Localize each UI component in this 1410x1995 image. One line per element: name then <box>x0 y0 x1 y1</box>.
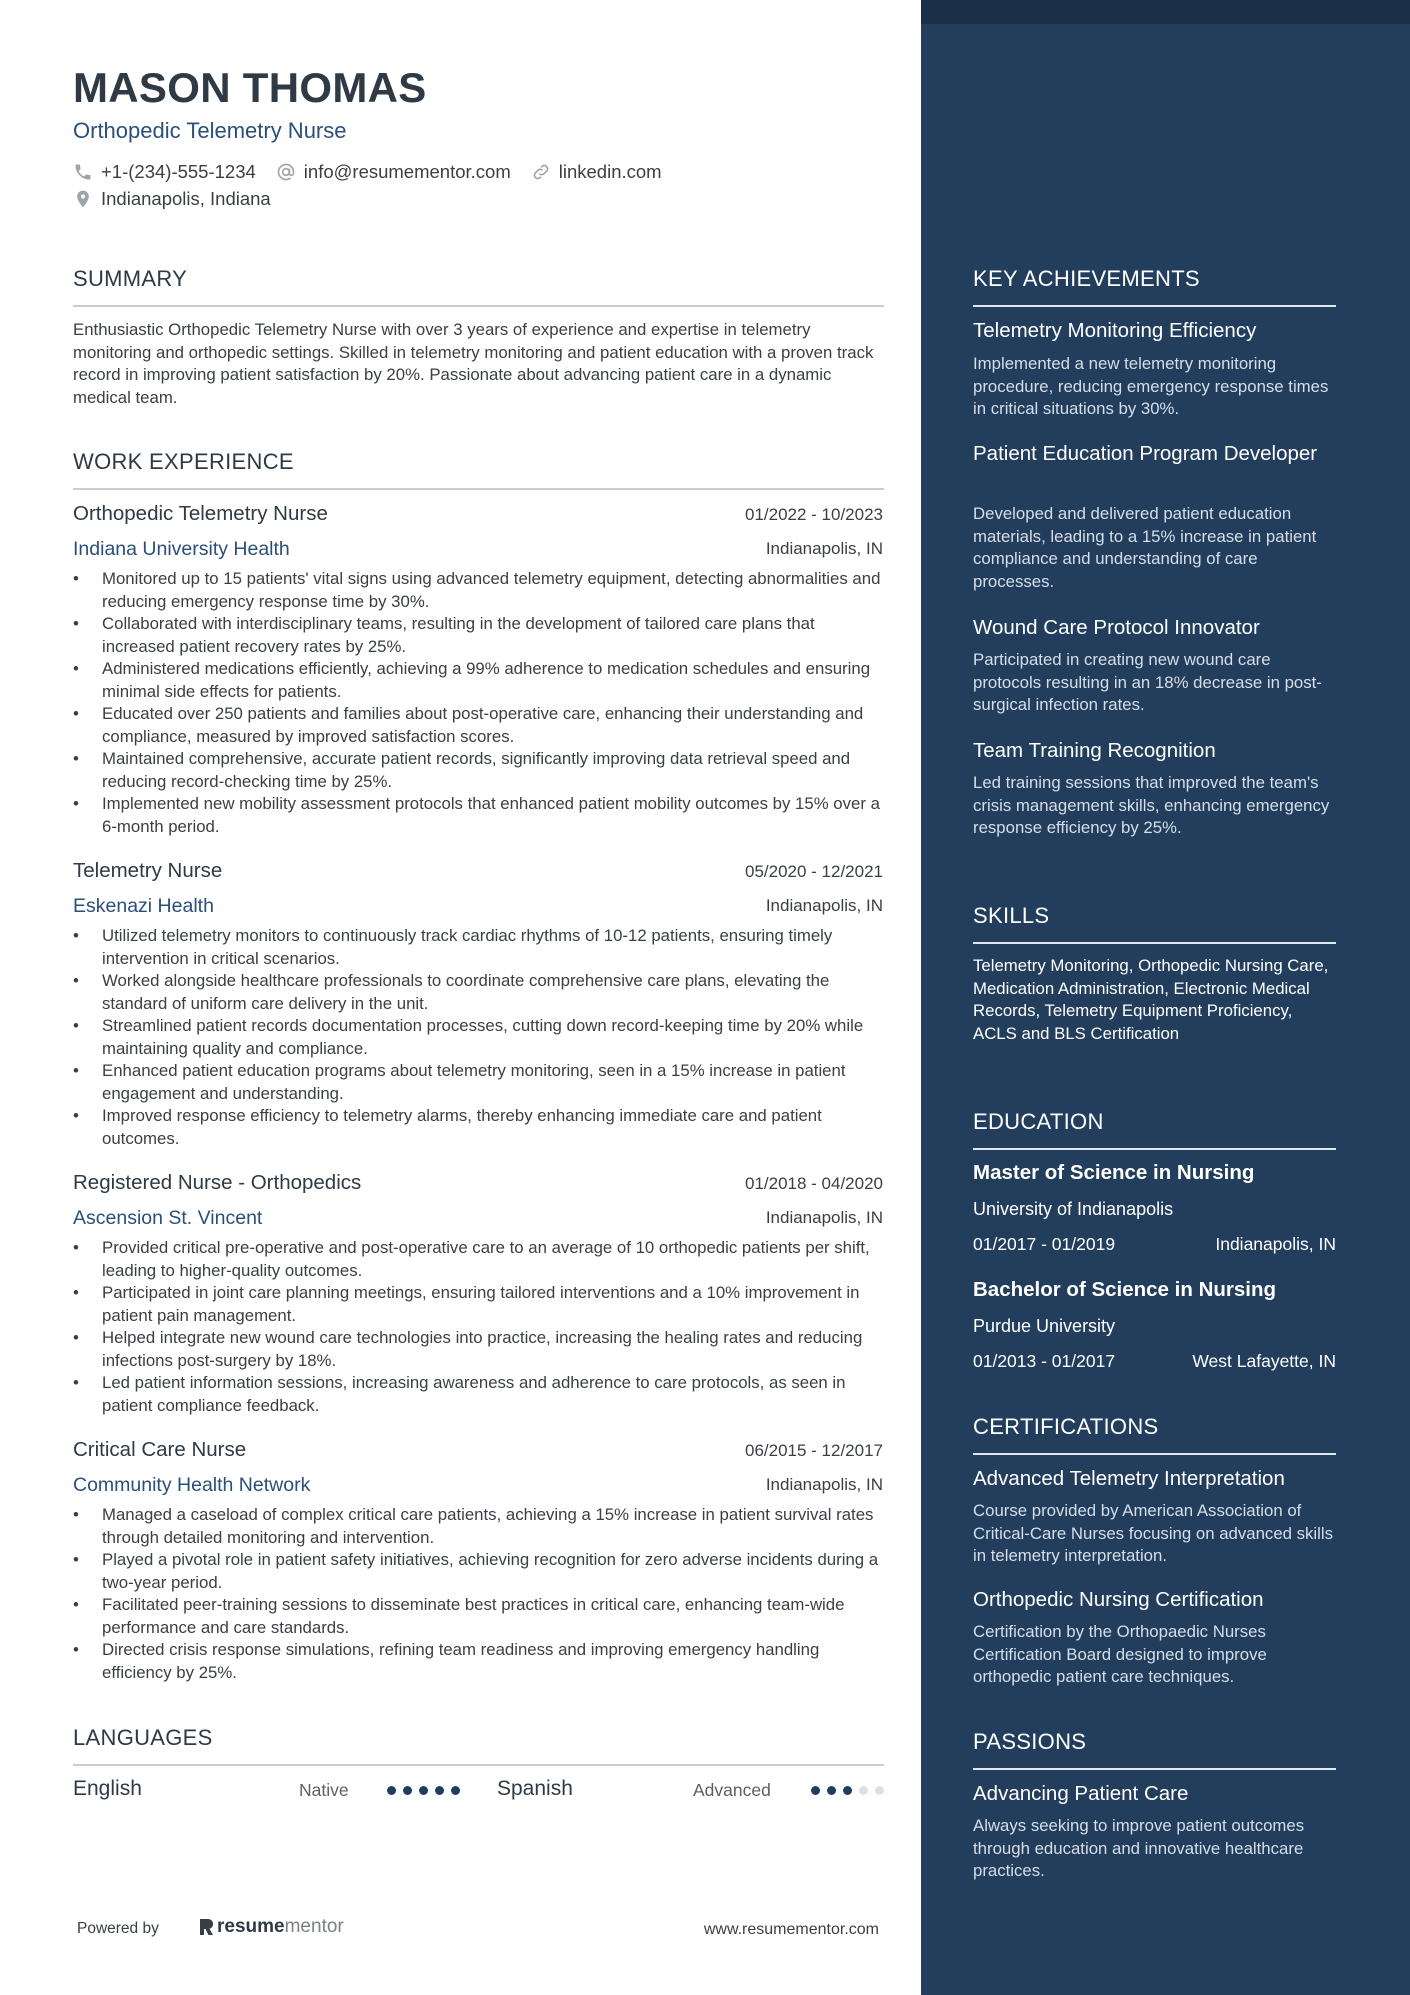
skills-text: Telemetry Monitoring, Orthopedic Nursing Care, Medication Administration, Electronic Medical Records, Telemetry Equipment Proficiency, ACLS and BLS Certification <box>973 956 1329 1043</box>
education-school: Purdue University <box>973 1316 1116 1336</box>
achievement-title: Wound Care Protocol Innovator <box>973 616 1260 639</box>
achievements-rule <box>973 305 1336 307</box>
passion-desc: Always seeking to improve patient outcomes through education and innovative healthcare practices. <box>973 1816 1305 1880</box>
achievements-heading: KEY ACHIEVEMENTS <box>973 266 1200 291</box>
rating-dot-filled <box>419 1786 428 1795</box>
contact-phone <box>73 161 256 183</box>
language-name: English <box>73 1777 142 1800</box>
language-rating <box>387 1786 467 1795</box>
footer-url[interactable]: www.resumementor.com <box>703 1921 879 1938</box>
achievement-desc: Led training sessions that improved the team's crisis management skills, enhancing emergency response efficiency by 25%. <box>973 773 1330 837</box>
contact-row <box>73 161 682 183</box>
at-icon <box>276 162 296 182</box>
bullet-item: • Educated over 250 patients and families about post-operative care, enhancing their understanding and compliance, measured by improved satisfaction scores. <box>73 703 884 748</box>
education-degree: Master of Science in Nursing <box>973 1161 1255 1184</box>
bullet-item: • Participated in joint care planning meetings, ensuring tailored interventions and a 10% improvement in patient pain management. <box>73 1282 884 1327</box>
phone-icon <box>73 162 93 182</box>
location-text: Indianapolis, Indiana <box>101 188 271 209</box>
job-bullets <box>73 925 884 1150</box>
bullet-item: • Facilitated peer-training sessions to disseminate best practices in critical care, enhancing team-wide performance and care standards. <box>73 1594 884 1639</box>
bullet-item: • Streamlined patient records documentation processes, cutting down record-keeping time by 20% while maintaining quality and compliance. <box>73 1015 884 1060</box>
contact-email <box>276 161 511 183</box>
language-level: Native <box>299 1780 349 1800</box>
bullet-item: • Implemented new mobility assessment protocols that enhanced patient mobility outcomes by 15% over a 6-month period. <box>73 793 884 838</box>
education-rule <box>973 1148 1336 1150</box>
email-text: info@resumementor.com <box>303 161 511 182</box>
job-company: Ascension St. Vincent <box>73 1207 263 1229</box>
education-heading: EDUCATION <box>973 1109 1104 1134</box>
bullet-item: • Managed a caseload of complex critical care patients, achieving a 15% increase in patient survival rates through detailed monitoring and intervention. <box>73 1504 884 1549</box>
job-location: Indianapolis, IN <box>765 539 883 558</box>
logo-light: mentor <box>284 1916 344 1937</box>
passion-title: Advancing Patient Care <box>973 1782 1189 1805</box>
job-title: Registered Nurse - Orthopedics <box>73 1171 362 1194</box>
skills-heading: SKILLS <box>973 903 1050 928</box>
bullet-item: • Administered medications efficiently, achieving a 99% adherence to medication schedules and ensuring minimal side effects for patients. <box>73 658 884 703</box>
certification-desc: Certification by the Orthopaedic Nurses Certification Board designed to improve orthopedic patient care techniques. <box>973 1622 1267 1686</box>
work-heading: WORK EXPERIENCE <box>73 449 294 474</box>
rating-dot-filled <box>843 1786 852 1795</box>
bullet-item: • Collaborated with interdisciplinary teams, resulting in the development of tailored care plans that increased patient recovery rates by 25%. <box>73 613 884 658</box>
job-title: Telemetry Nurse <box>73 859 223 882</box>
achievement-title: Team Training Recognition <box>973 739 1216 762</box>
certification-desc: Course provided by American Association of Critical-Care Nurses focusing on advanced skills in telemetry interpretation. <box>973 1501 1334 1565</box>
achievement-title: Patient Education Program Developer <box>973 442 1318 465</box>
rating-dot-filled <box>451 1786 460 1795</box>
bullet-item: • Enhanced patient education programs about telemetry monitoring, seen in a 15% increase in patient engagement and understanding. <box>73 1060 884 1105</box>
achievement-desc: Implemented a new telemetry monitoring procedure, reducing emergency response times in critical situations by 30%. <box>973 354 1329 418</box>
bullet-item: • Utilized telemetry monitors to continuously track cardiac rhythms of 10-12 patients, ensuring timely intervention in critical scenarios. <box>73 925 884 970</box>
job-company: Indiana University Health <box>73 538 290 560</box>
contact-row-2 <box>73 188 291 210</box>
bullet-item: • Improved response efficiency to telemetry alarms, thereby enhancing immediate care and patient outcomes. <box>73 1105 884 1150</box>
bullet-item: • Led patient information sessions, increasing awareness and adherence to care protocols, as seen in patient compliance feedback. <box>73 1372 884 1417</box>
bullet-item: • Helped integrate new wound care technologies into practice, increasing the healing rates and reducing infections post-surgery by 18%. <box>73 1327 884 1372</box>
bullet-item: • Worked alongside healthcare professionals to coordinate comprehensive care plans, elevating the standard of uniform care delivery in the unit. <box>73 970 884 1015</box>
passions-heading: PASSIONS <box>973 1729 1087 1754</box>
bullet-item: • Monitored up to 15 patients' vital signs using advanced telemetry equipment, detecting abnormalities and reducing emergency response time by 30%. <box>73 568 884 613</box>
language-name: Spanish <box>497 1777 573 1800</box>
rating-dot-empty <box>859 1786 868 1795</box>
education-location: West Lafayette, IN <box>1192 1351 1336 1371</box>
rating-dot-filled <box>435 1786 444 1795</box>
education-location: Indianapolis, IN <box>1215 1234 1336 1254</box>
job-location: Indianapolis, IN <box>765 1475 883 1494</box>
candidate-role: Orthopedic Telemetry Nurse <box>73 118 347 143</box>
languages-heading: LANGUAGES <box>73 1725 213 1750</box>
languages-rule <box>73 1764 884 1766</box>
certifications-heading: CERTIFICATIONS <box>973 1414 1159 1439</box>
job-location: Indianapolis, IN <box>765 1208 883 1227</box>
rating-dot-filled <box>403 1786 412 1795</box>
logo-mark-icon <box>198 1917 215 1937</box>
achievement-desc: Developed and delivered patient education materials, leading to a 15% increase in patient compliance and understanding of care processes. <box>973 504 1317 591</box>
sidebar-top-band <box>921 0 1410 24</box>
work-rule <box>73 488 884 490</box>
job-bullets <box>73 568 884 838</box>
achievement-title: Telemetry Monitoring Efficiency <box>973 319 1257 342</box>
job-location: Indianapolis, IN <box>765 896 883 915</box>
achievement-desc: Participated in creating new wound care protocols resulting in an 18% decrease in post-surgical infection rates. <box>973 650 1322 714</box>
rating-dot-empty <box>875 1786 884 1795</box>
location-pin-icon <box>73 189 93 209</box>
certification-title: Orthopedic Nursing Certification <box>973 1588 1264 1611</box>
certification-title: Advanced Telemetry Interpretation <box>973 1467 1285 1490</box>
summary-text: Enthusiastic Orthopedic Telemetry Nurse with over 3 years of experience and expertise in telemetry monitoring and orthopedic settings. Skilled in telemetry monitoring and patient education with a proven track record in improving patient satisfaction by 20%. Passionate about advancing patient care in a dynamic medical team. <box>73 320 874 407</box>
job-bullets <box>73 1237 884 1417</box>
rating-dot-filled <box>811 1786 820 1795</box>
job-date: 01/2018 - 04/2020 <box>744 1174 883 1193</box>
job-bullets <box>73 1504 884 1684</box>
language-level: Advanced <box>693 1780 771 1800</box>
job-company: Community Health Network <box>73 1474 311 1496</box>
job-date: 06/2015 - 12/2017 <box>744 1441 883 1460</box>
education-degree: Bachelor of Science in Nursing <box>973 1278 1277 1301</box>
passions-rule <box>973 1768 1336 1770</box>
job-title: Orthopedic Telemetry Nurse <box>73 502 328 525</box>
education-date: 01/2013 - 01/2017 <box>973 1351 1116 1371</box>
language-rating <box>811 1786 891 1795</box>
job-date: 01/2022 - 10/2023 <box>744 505 883 524</box>
bullet-item: • Played a pivotal role in patient safety initiatives, achieving recognition for zero adverse incidents during a two-year period. <box>73 1549 884 1594</box>
powered-by-label: Powered by <box>77 1920 159 1937</box>
bullet-item: • Provided critical pre-operative and post-operative care to an average of 10 orthopedic patients per shift, leading to higher-quality outcomes. <box>73 1237 884 1282</box>
skills-rule <box>973 942 1336 944</box>
job-title: Critical Care Nurse <box>73 1438 247 1461</box>
candidate-name: MASON THOMAS <box>73 64 427 111</box>
linkedin-text: linkedin.com <box>558 161 662 182</box>
education-school: University of Indianapolis <box>973 1199 1174 1219</box>
resumementor-logo[interactable] <box>198 1916 344 1938</box>
contact-location <box>73 188 271 210</box>
rating-dot-filled <box>387 1786 396 1795</box>
link-icon <box>531 162 551 182</box>
logo-bold: resume <box>217 1916 285 1937</box>
contact-linkedin <box>531 161 662 183</box>
education-date: 01/2017 - 01/2019 <box>973 1234 1116 1254</box>
job-date: 05/2020 - 12/2021 <box>744 862 883 881</box>
certifications-rule <box>973 1453 1336 1455</box>
rating-dot-filled <box>827 1786 836 1795</box>
phone-text: +1-(234)-555-1234 <box>101 161 256 182</box>
bullet-item: • Maintained comprehensive, accurate patient records, significantly improving data retrieval speed and reducing record-checking time by 25%. <box>73 748 884 793</box>
bullet-item: • Directed crisis response simulations, refining team readiness and improving emergency handling efficiency by 25%. <box>73 1639 884 1684</box>
summary-heading: SUMMARY <box>73 266 188 291</box>
job-company: Eskenazi Health <box>73 895 214 917</box>
summary-rule <box>73 305 884 307</box>
